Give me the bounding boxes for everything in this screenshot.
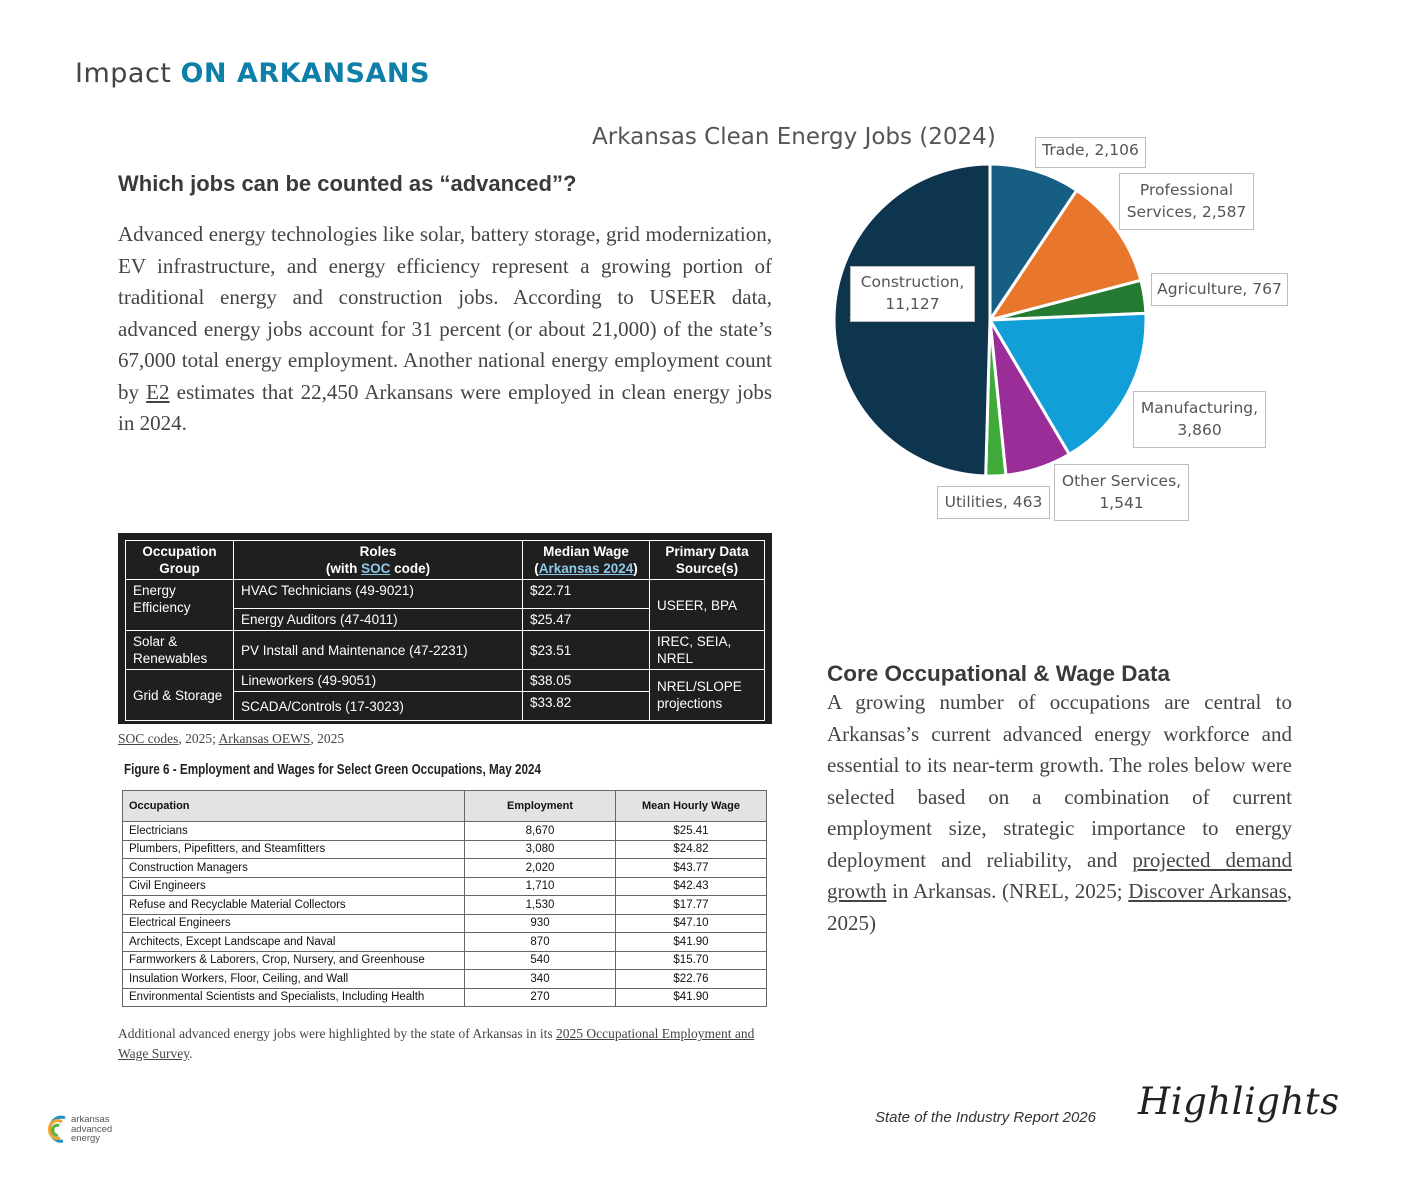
employment-cell: 1,530: [465, 896, 616, 915]
wage-cell: $33.82: [523, 692, 650, 721]
role-cell: Energy Auditors (47-4011): [234, 609, 523, 631]
employment-cell: 270: [465, 988, 616, 1007]
occupation-cell: Refuse and Recyclable Material Collectors: [123, 896, 465, 915]
group-energy-efficiency: Energy Efficiency: [126, 580, 234, 631]
wage-cell: $25.41: [616, 822, 767, 841]
header-roles: Roles (with SOC code): [234, 541, 523, 580]
role-cell: Lineworkers (49-9051): [234, 670, 523, 692]
employment-cell: 3,080: [465, 840, 616, 859]
wage-cell: $15.70: [616, 951, 767, 970]
employment-cell: 8,670: [465, 822, 616, 841]
occupation-cell: Plumbers, Pipefitters, and Steamfitters: [123, 840, 465, 859]
e2-link[interactable]: E2: [146, 379, 170, 404]
employment-cell: 930: [465, 914, 616, 933]
role-cell: SCADA/Controls (17-3023): [234, 692, 523, 721]
projected-demand-growth-link[interactable]: projected demand growth: [827, 847, 1292, 903]
employment-cell: 2,020: [465, 859, 616, 878]
occupation-cell: Environmental Scientists and Specialists, Including Health: [123, 988, 465, 1007]
wage-cell: $38.05: [523, 670, 650, 692]
soc-codes-link[interactable]: SOC codes: [118, 731, 179, 746]
additional-jobs-note: Additional advanced energy jobs were highlighted by the state of Arkansas in its 2025 Occupational Employment and Wage Survey.: [118, 1026, 755, 1061]
table-row: [123, 988, 767, 1007]
occupation-cell: Electrical Engineers: [123, 914, 465, 933]
header-occupation-group: Occupation Group: [126, 541, 234, 580]
advanced-jobs-paragraph: Advanced energy technologies like solar, battery storage, grid modernization, EV infrastructure, and energy efficiency represent a growing portion of traditional energy and construction jobs. According to USEER data, advanced energy jobs account for 31 percent (or about 21,000) of the state’s 67,000 total energy employment. Another national energy employment count by E2 estimates that 22,450 Arkansans were employed in clean energy jobs in 2024.: [118, 222, 772, 435]
wage-table-caption: SOC codes, 2025; Arkansas OEWS, 2025: [118, 731, 345, 746]
employment-cell: 870: [465, 933, 616, 952]
wage-cell: $47.10: [616, 914, 767, 933]
table-row: [123, 951, 767, 970]
label-agriculture: Agriculture, 767: [1151, 273, 1288, 306]
core-occupational-paragraph: A growing number of occupations are central to Arkansas’s current advanced energy workforce and essential to its near-term growth. The roles below were selected based on a combination of current employment size, strategic importance to energy deployment and reliability, and projected demand growth in Arkansas. (NREL, 2025; Discover Arkansas, 2025): [827, 690, 1293, 935]
employment-cell: 340: [465, 970, 616, 989]
employment-table: [122, 790, 767, 1007]
col-mean-hourly-wage: Mean Hourly Wage: [616, 791, 767, 822]
source-solar: IREC, SEIA, NREL: [650, 631, 765, 670]
table-row: [123, 933, 767, 952]
table-row: [123, 896, 767, 915]
header-median-wage: Median Wage (Arkansas 2024): [523, 541, 650, 580]
wage-cell: $25.47: [523, 609, 650, 631]
chart-title: Arkansas Clean Energy Jobs (2024): [592, 124, 996, 150]
table-row: [123, 970, 767, 989]
occupation-cell: Farmworkers & Laborers, Crop, Nursery, and Greenhouse: [123, 951, 465, 970]
group-grid: Grid & Storage: [126, 670, 234, 721]
table-row: [123, 822, 767, 841]
occupation-cell: Architects, Except Landscape and Naval: [123, 933, 465, 952]
occupation-cell: Electricians: [123, 822, 465, 841]
wage-cell: $24.82: [616, 840, 767, 859]
occupation-cell: Insulation Workers, Floor, Ceiling, and Wall: [123, 970, 465, 989]
table-row: [123, 877, 767, 896]
label-other-services: Other Services, 1,541: [1054, 464, 1189, 521]
wage-cell: $42.43: [616, 877, 767, 896]
wage-table: [118, 533, 772, 724]
page-title-accent: ON ARKANSANS: [180, 58, 430, 89]
employment-cell: 1,710: [465, 877, 616, 896]
group-solar: Solar & Renewables: [126, 631, 234, 670]
occupation-cell: Construction Managers: [123, 859, 465, 878]
wage-cell: $23.51: [523, 631, 650, 670]
logo-mark: [45, 1115, 71, 1145]
core-occupational-heading: Core Occupational & Wage Data: [827, 661, 1170, 686]
arkansas-2024-link[interactable]: Arkansas 2024: [538, 561, 634, 576]
label-utilities: Utilities, 463: [937, 486, 1050, 519]
page-title-plain: Impact: [75, 58, 172, 89]
occupation-cell: Civil Engineers: [123, 877, 465, 896]
wage-cell: $41.90: [616, 933, 767, 952]
label-construction: Construction, 11,127: [850, 266, 975, 322]
highlights-wordmark: Highlights: [1138, 1080, 1340, 1123]
table-row: [123, 914, 767, 933]
soc-link[interactable]: SOC: [361, 561, 391, 576]
label-trade: Trade, 2,106: [1035, 137, 1146, 168]
table-row: [123, 840, 767, 859]
logo-text: arkansas advanced energy: [71, 1114, 113, 1144]
label-professional-services: Professional Services, 2,587: [1119, 173, 1254, 230]
wage-survey-link[interactable]: 2025 Occupational Employment and Wage Survey: [118, 1026, 755, 1061]
employment-cell: 540: [465, 951, 616, 970]
wage-cell: $22.76: [616, 970, 767, 989]
col-occupation: Occupation: [123, 791, 465, 822]
wage-cell: $22.71: [523, 580, 650, 609]
source-grid: NREL/SLOPE projections: [650, 670, 765, 721]
arkansas-oews-link[interactable]: Arkansas OEWS: [218, 731, 311, 746]
label-manufacturing: Manufacturing, 3,860: [1133, 391, 1266, 448]
discover-arkansas-link[interactable]: Discover Arkansas: [1128, 879, 1287, 903]
wage-cell: $41.90: [616, 988, 767, 1007]
wage-cell: $17.77: [616, 896, 767, 915]
role-cell: HVAC Technicians (49-9021): [234, 580, 523, 609]
figure-6-title: Figure 6 - Employment and Wages for Select Green Occupations, May 2024: [124, 761, 541, 778]
source-energy-efficiency: USEER, BPA: [650, 580, 765, 631]
report-name: State of the Industry Report 2026: [875, 1109, 1096, 1126]
col-employment: Employment: [465, 791, 616, 822]
advanced-jobs-heading: Which jobs can be counted as “advanced”?: [118, 171, 577, 196]
header-data-source: Primary Data Source(s): [650, 541, 765, 580]
role-cell: PV Install and Maintenance (47-2231): [234, 631, 523, 670]
wage-cell: $43.77: [616, 859, 767, 878]
table-row: [123, 859, 767, 878]
